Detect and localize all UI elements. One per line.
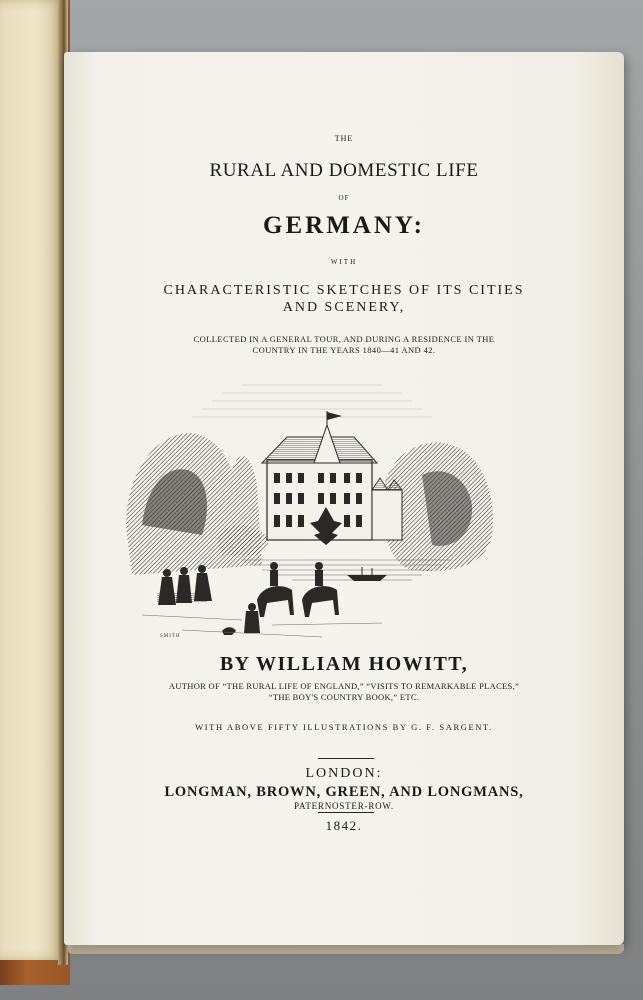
author-line: BY WILLIAM HOWITT, [219, 653, 469, 675]
page-stack-edge [68, 944, 624, 954]
divider-rule-2 [318, 812, 374, 813]
collected-note [64, 334, 624, 356]
collected-line-2: COUNTRY IN THE YEARS 1840—41 AND 42. [252, 345, 436, 355]
title-country: GERMANY: [263, 212, 425, 239]
title-with: WITH [330, 258, 358, 266]
imprint-street: PATERNOSTER-ROW. [294, 801, 394, 811]
subtitle-line-2: AND SCENERY, [282, 300, 406, 315]
book-subtitle [64, 282, 624, 316]
subtitle-line-1: CHARACTERISTIC SKETCHES OF ITS CITIES [163, 283, 525, 298]
illustrations-note: WITH ABOVE FIFTY ILLUSTRATIONS BY G. F. SARGENT. [195, 722, 493, 732]
title-of: OF [338, 194, 350, 202]
engraver-signature: SMITH [160, 634, 181, 639]
book-title: RURAL AND DOMESTIC LIFE [209, 160, 479, 181]
divider-rule [318, 758, 374, 759]
imprint-publisher: LONGMAN, BROWN, GREEN, AND LONGMANS, [164, 784, 524, 800]
left-page-edge [0, 0, 62, 960]
imprint-year: 1842. [325, 818, 363, 833]
works-line-1: AUTHOR OF “THE RURAL LIFE OF ENGLAND,” “VISITS TO REMARKABLE PLACES,” [168, 681, 520, 691]
collected-line-1: COLLECTED IN A GENERAL TOUR, AND DURING A RESIDENCE IN THE [193, 334, 495, 344]
works-line-2: “THE BOY'S COUNTRY BOOK,” ETC. [268, 692, 420, 702]
imprint-city: LONDON: [305, 766, 383, 781]
author-works [64, 681, 624, 703]
title-the: THE [334, 134, 354, 143]
frontispiece-engraving [122, 375, 500, 647]
